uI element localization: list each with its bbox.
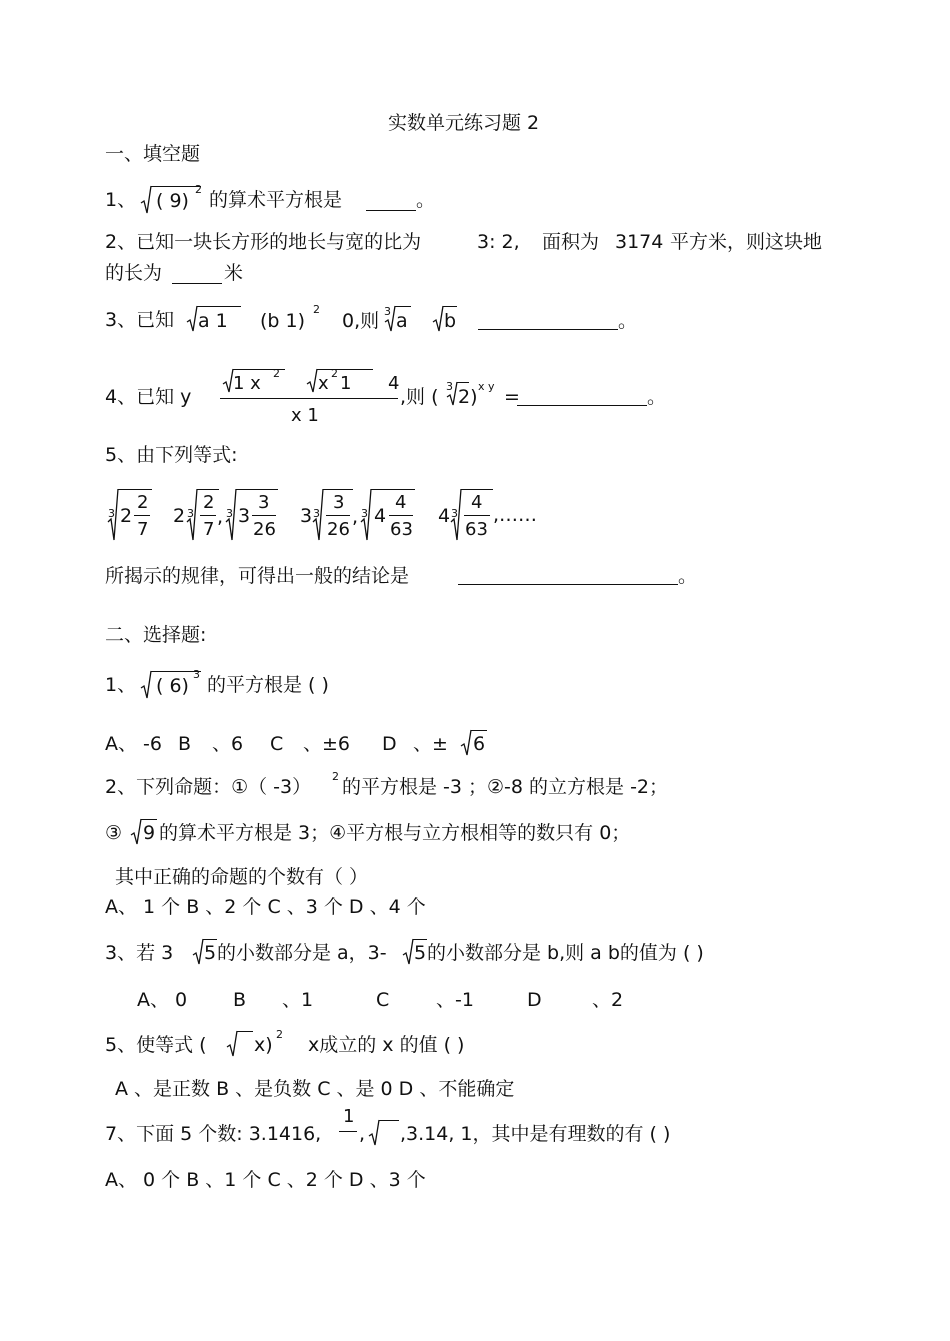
exponent: 2 <box>276 1028 283 1041</box>
options-row[interactable]: A 、是正数 B 、是负数 C 、是 0 D 、不能确定 <box>115 1078 515 1100</box>
options-row[interactable]: A、 0 个 B 、1 个 C 、2 个 D 、3 个 <box>105 1169 426 1191</box>
radical-sign <box>140 670 150 700</box>
root-index: 3 <box>361 507 368 520</box>
denominator: x 1 <box>291 405 319 426</box>
option-c-letter[interactable]: C <box>270 733 284 755</box>
denominator: 7 <box>203 519 215 540</box>
denominator: 7 <box>137 519 149 540</box>
period: 。 <box>618 310 638 332</box>
root-index: 3 <box>446 380 453 393</box>
radical-sign <box>446 381 456 407</box>
option-c-letter[interactable]: C <box>376 989 390 1011</box>
radical-bar <box>395 306 411 307</box>
radical-bar <box>203 939 217 940</box>
radicand: a 1 <box>198 310 228 332</box>
fraction-bar <box>200 515 216 516</box>
denominator: 26 <box>327 519 350 540</box>
option-a[interactable]: A、 0 <box>137 989 188 1011</box>
option-b[interactable]: 、6 <box>212 733 244 755</box>
question-number: 4、已知 y <box>105 386 192 408</box>
radical-sign <box>360 488 370 542</box>
radical-bar <box>236 489 278 490</box>
period: 。 <box>678 565 698 587</box>
numerator-term: 4 <box>388 373 400 394</box>
exponent: 2 <box>195 183 202 196</box>
question-number: 1、 <box>105 189 137 211</box>
radical-bar <box>371 489 415 490</box>
option-c[interactable]: 、-1 <box>436 989 474 1011</box>
radical-bar <box>317 369 373 370</box>
expression: ,则 ( <box>400 386 439 408</box>
option-d[interactable]: 、2 <box>592 989 624 1011</box>
period: 。 <box>416 189 436 211</box>
radical-bar <box>413 939 427 940</box>
question-text: 的算术平方根是 3；④平方根与立方根相等的数只有 0； <box>159 822 631 844</box>
radicand: 1 x <box>233 373 261 394</box>
integer-part: 2 <box>120 505 133 527</box>
question-number: 3、已知 <box>105 309 175 331</box>
radicand: a <box>396 310 408 332</box>
radical-sign <box>460 729 470 757</box>
question-text: x成立的 x 的值 ( ) <box>308 1034 465 1056</box>
denominator: 63 <box>465 519 488 540</box>
radicand: x <box>318 373 329 394</box>
radicand: ( 6) <box>156 675 189 697</box>
radical-bar <box>237 1031 253 1032</box>
radical-bar <box>323 489 353 490</box>
numerator: 3 <box>333 492 345 513</box>
answer-blank[interactable] <box>478 329 618 330</box>
answer-blank[interactable] <box>458 584 678 585</box>
option-b[interactable]: 、1 <box>282 989 314 1011</box>
numerator: 2 <box>137 492 149 513</box>
radical-bar <box>197 489 219 490</box>
fraction-bar <box>326 515 350 516</box>
page-title: 实数单元练习题 2 <box>388 112 540 134</box>
radical-bar <box>443 306 457 307</box>
root-index: 3 <box>226 507 233 520</box>
option-d-letter[interactable]: D <box>382 733 397 755</box>
radical-sign <box>368 1119 378 1147</box>
option-c[interactable]: 、±6 <box>303 733 351 755</box>
options-row[interactable]: A、 1 个 B 、2 个 C 、3 个 D 、4 个 <box>105 896 426 918</box>
integer-part: 3 <box>238 505 251 527</box>
question-text: 7、下面 5 个数: 3.1416, <box>105 1123 322 1145</box>
fraction-bar <box>220 398 398 399</box>
question-text: 其中正确的命题的个数有（ ） <box>115 866 369 888</box>
radical-sign <box>432 305 442 333</box>
section-heading-fill-in: 一、填空题 <box>105 143 201 165</box>
radical-sign <box>306 368 316 394</box>
option-d-letter[interactable]: D <box>527 989 542 1011</box>
numerator: 1 <box>343 1106 355 1127</box>
question-text: 的算术平方根是 <box>209 189 343 211</box>
root-index: 3 <box>108 507 115 520</box>
exponent: 2 <box>313 303 320 316</box>
radicand: 9 <box>143 822 156 844</box>
fraction-bar <box>389 515 413 516</box>
question-text: 的小数部分是 b,则 a b的值为 ( ) <box>427 942 704 964</box>
radical-sign <box>450 488 460 542</box>
radical-sign <box>384 305 394 333</box>
radical-sign <box>226 1030 236 1058</box>
expression: (b 1) <box>260 310 306 332</box>
coefficient: 3 <box>300 505 313 527</box>
radical-bar <box>461 489 493 490</box>
radical-sign <box>186 488 196 542</box>
question-text: 的平方根是 -3 ；②-8 的立方根是 -2； <box>342 776 669 798</box>
question-number: 1、 <box>105 674 137 696</box>
question-text: 的平方根是 ( ) <box>207 674 329 696</box>
ellipsis: ,…… <box>493 504 538 526</box>
exponent: 2 <box>331 367 338 380</box>
radical-sign <box>402 938 412 966</box>
option-b-letter[interactable]: B <box>178 733 192 755</box>
section-heading-choice: 二、选择题: <box>105 624 207 646</box>
radical-sign <box>107 488 117 542</box>
unit: 米 <box>224 262 244 284</box>
period: 。 <box>647 386 667 408</box>
radical-sign <box>186 305 196 333</box>
coefficient: 4 <box>438 505 451 527</box>
radicand: 5 <box>414 942 427 964</box>
denominator: 26 <box>253 519 276 540</box>
fraction-bar <box>252 515 276 516</box>
root-index: 3 <box>384 305 391 318</box>
fraction-bar <box>134 515 150 516</box>
exponent: 2 <box>332 770 339 783</box>
question-text: 5、由下列等式: <box>105 444 238 466</box>
root-index: 3 <box>313 507 320 520</box>
comma: , <box>352 506 359 528</box>
radical-sign <box>140 185 150 215</box>
question-text: 所揭示的规律，可得出一般的结论是 <box>105 565 410 587</box>
radical-bar <box>197 306 241 307</box>
ratio: 3: 2, <box>477 231 520 253</box>
radicand: ( 9) <box>156 190 189 212</box>
radical-bar <box>471 730 487 731</box>
radical-sign <box>312 488 322 542</box>
numerator: 4 <box>395 492 407 513</box>
option-d[interactable]: 、± <box>413 733 448 755</box>
question-text: 3、若 3 <box>105 942 174 964</box>
answer-blank[interactable] <box>517 405 647 406</box>
numerator: 3 <box>258 492 270 513</box>
answer-blank[interactable] <box>172 283 222 284</box>
radical-sign <box>130 818 140 846</box>
question-text: 的长为 <box>105 262 163 284</box>
radical-sign <box>192 938 202 966</box>
question-text: ,3.14, 1，其中是有理数的有 ( ) <box>400 1123 671 1145</box>
root-index: 3 <box>451 507 458 520</box>
denominator: 63 <box>390 519 413 540</box>
question-text: 的小数部分是 a，3- <box>217 942 387 964</box>
expression: x) <box>254 1034 273 1056</box>
question-text: 2、下列命题：①（ -3） <box>105 776 312 798</box>
exponent: 2 <box>273 367 280 380</box>
expression: 0,则 <box>342 310 380 332</box>
radical-bar <box>379 1120 399 1121</box>
fraction-bar <box>464 515 490 516</box>
comma: , <box>217 506 224 528</box>
radical-bar <box>457 382 469 383</box>
exponent: 3 <box>193 668 200 681</box>
exponent: x y <box>478 380 495 393</box>
numerator: 2 <box>203 492 215 513</box>
radical-bar <box>141 819 157 820</box>
radicand: 5 <box>204 942 217 964</box>
root-index: 3 <box>187 507 194 520</box>
question-text: 平方米，则这块地 <box>670 231 823 253</box>
area-value: 3174 <box>615 231 664 253</box>
radicand: 6 <box>473 733 486 755</box>
option-b-letter[interactable]: B <box>233 989 247 1011</box>
question-text: 5、使等式 ( <box>105 1034 207 1056</box>
radical-bar <box>118 489 152 490</box>
radicand: 2) <box>458 386 478 408</box>
radical-sign <box>225 488 235 542</box>
answer-blank[interactable] <box>366 210 416 211</box>
question-text: 面积为 <box>542 231 600 253</box>
radical-bar <box>151 186 201 187</box>
comma: , <box>359 1123 366 1145</box>
equals: = <box>504 386 520 408</box>
option-a[interactable]: A、 -6 <box>105 733 162 755</box>
circled-number: ③ <box>105 822 123 844</box>
integer-part: 4 <box>374 505 387 527</box>
coefficient: 2 <box>173 505 186 527</box>
radicand: 1 <box>340 373 352 394</box>
radicand: b <box>444 310 457 332</box>
numerator: 4 <box>471 492 483 513</box>
question-text: 2、已知一块长方形的地长与宽的比为 <box>105 231 422 253</box>
radical-sign <box>222 368 232 394</box>
fraction-bar <box>339 1131 357 1132</box>
